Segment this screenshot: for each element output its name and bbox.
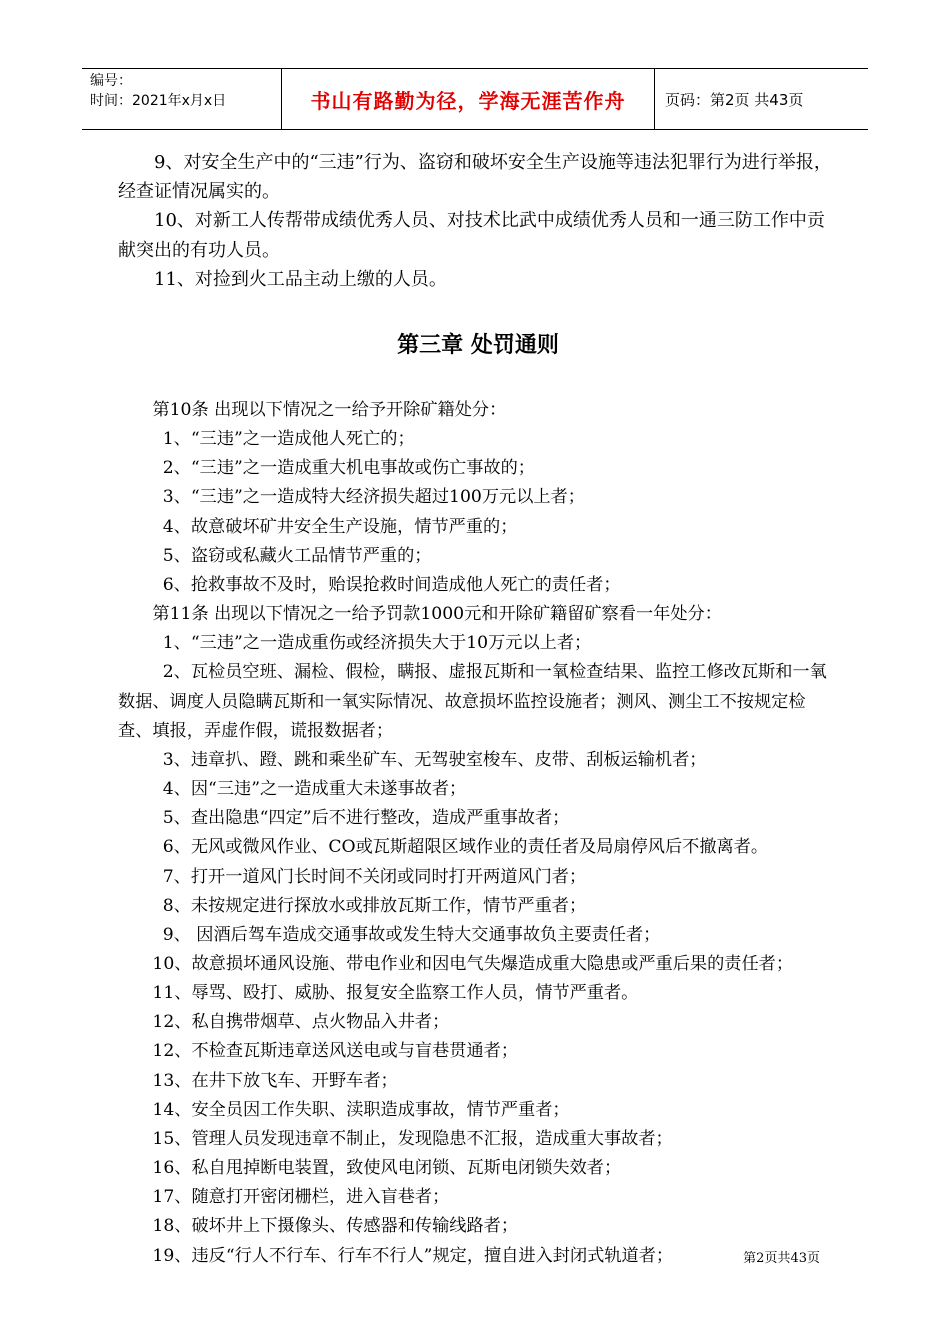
list-item: 11、对捡到火工品主动上缴的人员。	[154, 268, 447, 290]
list-item: 16、私自甩掉断电装置，致使风电闭锁、瓦斯电闭锁失效者；	[152, 1158, 622, 1179]
list-item: 9、对安全生产中的“三违”行为、盗窃和破坏安全生产设施等违法犯罪行为进行举报，经查证情况属实的。	[118, 152, 832, 203]
article-11-heading: 第11条 出现以下情况之一给予罚款1000元和开除矿籍留矿察看一年处分：	[152, 604, 722, 625]
list-item: 2、瓦检员空班、漏检、假检，瞒报、虚报瓦斯和一氧检查结果、监控工修改瓦斯和一氧数据、调度人员隐瞒瓦斯和一氧实际情况、故意损坏监控设施者；测风、测尘工不按规定检查、填报，弄虚作假，谎报数据者；	[118, 662, 827, 741]
list-item: 5、查出隐患“四定”后不进行整改，造成严重事故者；	[162, 808, 570, 829]
list-item: 4、因“三违”之一造成重大未遂事故者；	[162, 779, 467, 800]
list-item: 3、“三违”之一造成特大经济损失超过100万元以上者；	[162, 487, 585, 508]
list-item: 10、对新工人传帮带成绩优秀人员、对技术比武中成绩优秀人员和一通三防工作中贡献突出的有功人员。	[118, 210, 825, 261]
page-footer: 第2页共43页	[743, 1251, 820, 1266]
chapter-body	[118, 396, 838, 1271]
list-item: 13、在井下放飞车、开野车者；	[152, 1070, 398, 1091]
list-item: 10、故意损坏通风设施、带电作业和因电气失爆造成重大隐患或严重后果的责任者；	[152, 953, 794, 974]
list-item: 17、随意打开密闭栅栏，进入盲巷者；	[152, 1187, 450, 1208]
header-meta	[82, 69, 282, 129]
header-motto: 书山有路勤为径，学海无涯苦作舟	[282, 69, 655, 129]
chapter-title: 第三章 处罚通则	[397, 333, 559, 358]
list-item: 19、违反“行人不行车、行车不行人”规定，擅自进入封闭式轨道者；	[152, 1245, 674, 1266]
list-item: 7、打开一道风门长时间不关闭或同时打开两道风门者；	[162, 866, 587, 887]
top-items	[118, 148, 838, 294]
list-item: 6、无风或微风作业、CO或瓦斯超限区域作业的责任者及局扇停风后不撤离者。	[162, 837, 769, 858]
list-item: 4、故意破坏矿井安全生产设施，情节严重的；	[162, 516, 518, 537]
list-item: 1、“三违”之一造成重伤或经济损失大于10万元以上者；	[162, 633, 592, 654]
page-header	[82, 68, 868, 130]
list-item: 3、违章扒、蹬、跳和乘坐矿车、无驾驶室梭车、皮带、刮板运输机者；	[162, 749, 707, 770]
list-item: 15、管理人员发现违章不制止，发现隐患不汇报，造成重大事故者；	[152, 1128, 673, 1149]
list-item: 2、“三违”之一造成重大机电事故或伤亡事故的；	[162, 458, 535, 479]
list-item: 12、私自携带烟草、点火物品入井者；	[152, 1012, 450, 1033]
document-number-label: 编号：	[90, 73, 132, 89]
list-item: 9、 因酒后驾车造成交通事故或发生特大交通事故负主要责任者；	[162, 924, 661, 945]
header-page-number: 页码：第2页 共43页	[665, 90, 804, 109]
list-item: 5、盗窃或私藏火工品情节严重的；	[162, 545, 432, 566]
list-item: 6、抢救事故不及时，贻误抢救时间造成他人死亡的责任者；	[162, 574, 621, 595]
article-10-heading: 第10条 出现以下情况之一给予开除矿籍处分：	[152, 400, 507, 420]
document-time-label: 时间：2021年x月x日	[90, 93, 227, 109]
list-item: 11、辱骂、殴打、威胁、报复安全监察工作人员，情节严重者。	[152, 983, 639, 1004]
list-item: 14、安全员因工作失职、渎职造成事故，情节严重者；	[152, 1099, 570, 1120]
list-item: 18、破坏井上下摄像头、传感器和传输线路者；	[152, 1216, 519, 1237]
list-item: 12、不检查瓦斯违章送风送电或与盲巷贯通者；	[152, 1041, 519, 1062]
list-item: 1、“三违”之一造成他人死亡的；	[162, 429, 415, 450]
list-item: 8、未按规定进行探放水或排放瓦斯工作，情节严重者；	[162, 895, 587, 916]
